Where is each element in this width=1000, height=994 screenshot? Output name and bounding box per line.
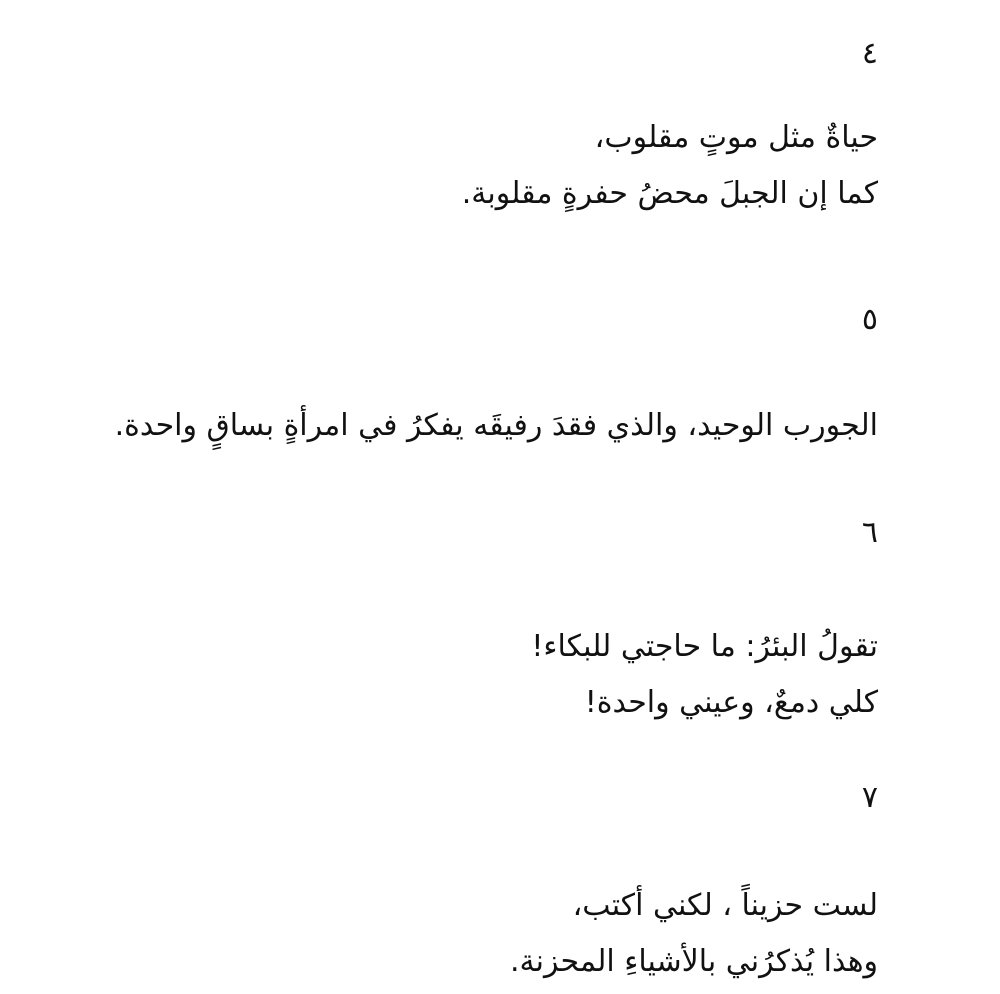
stanza-4 (40, 34, 878, 222)
stanza-number: ٧ (861, 780, 878, 815)
stanza-5 (40, 300, 878, 454)
stanza-number: ٤ (861, 36, 878, 71)
verse-line: تقولُ البئرُ: ما حاجتي للبكاء! (531, 629, 878, 664)
verse-line: الجورب الوحيد، والذي فقدَ رفيقَه يفكرُ في امرأةٍ بساقٍ واحدة. (114, 408, 878, 443)
stanza-lines (40, 398, 878, 454)
stanza-lines (40, 878, 878, 990)
verse-line: لست حزيناً ، لكني أكتب، (572, 888, 878, 923)
verse-line: كلي دمعٌ، وعيني واحدة! (584, 685, 878, 720)
stanza-number: ٥ (861, 302, 878, 337)
verse-line: وهذا يُذكرُني بالأشياءِ المحزنة. (509, 944, 878, 979)
stanza-number: ٦ (861, 515, 878, 550)
verse-line: حياةٌ مثل موتٍ مقلوب، (594, 120, 878, 155)
stanza-lines (40, 619, 878, 731)
stanza-7 (40, 778, 878, 990)
stanza-lines (40, 110, 878, 222)
stanza-6 (40, 513, 878, 731)
verse-line: كما إن الجبلَ محضُ حفرةٍ مقلوبة. (461, 176, 878, 211)
